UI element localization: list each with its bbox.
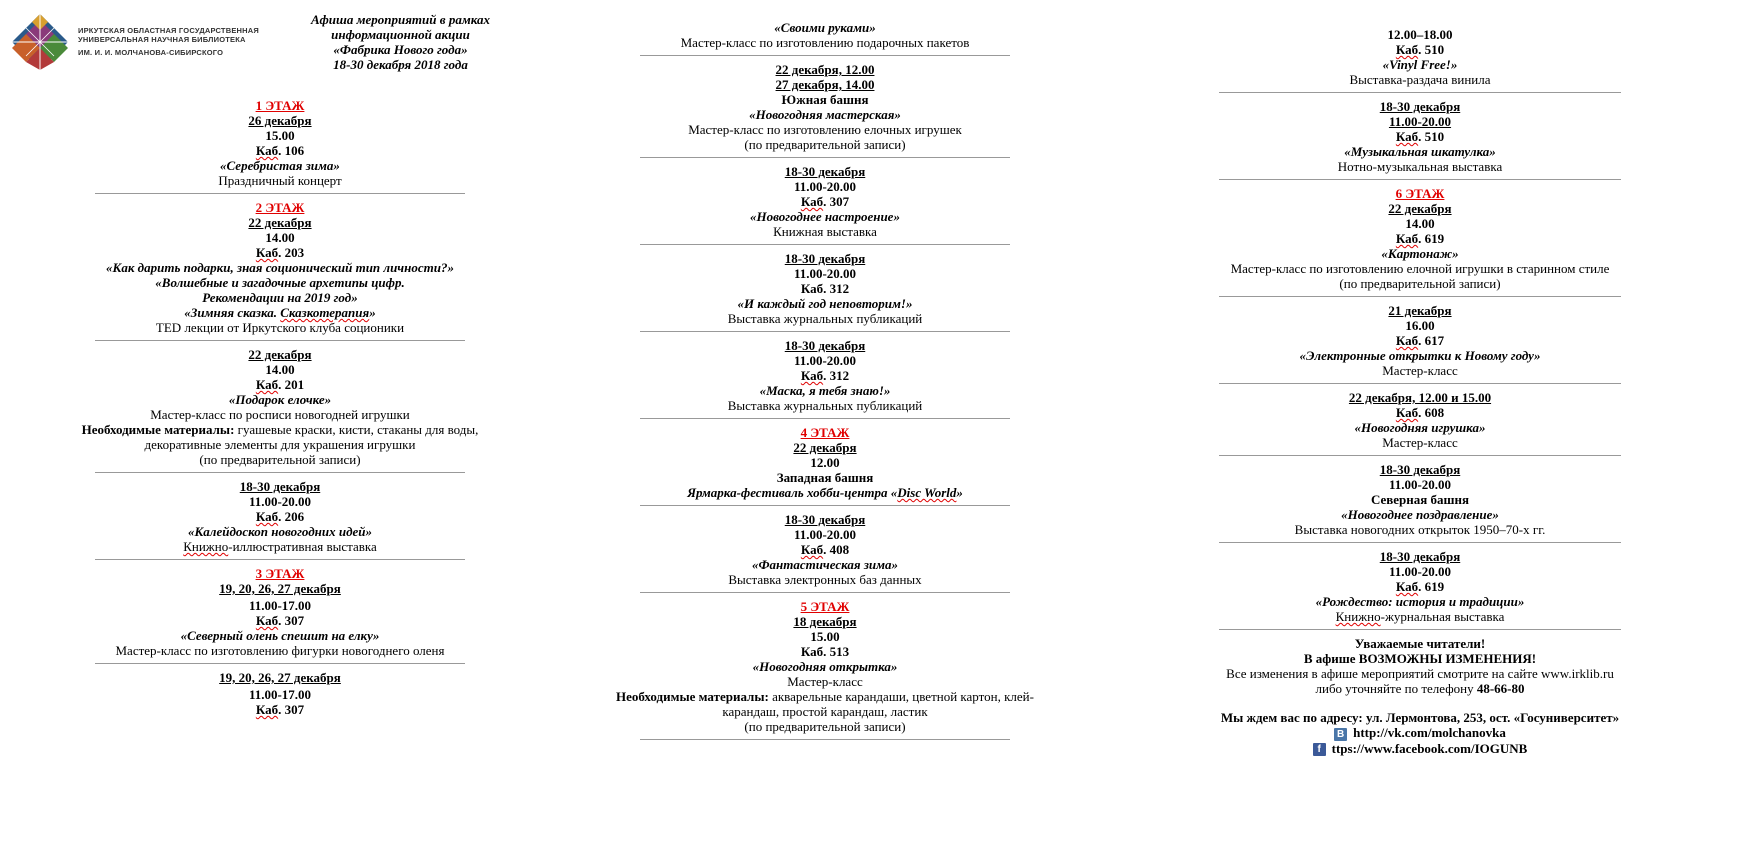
event-block: 18 декабря 15.00 Каб. 513 «Новогодняя открытка» Мастер-класс Необходимые материалы: акварельные карандаши, цветной картон, клей- карандаш, простой карандаш, ластик (по предварительной записи) [616,614,1034,734]
event-block: «Своими руками» Мастер-класс по изготовлению подарочных пакетов [680,20,970,50]
event-block: 22 декабря 14.00 Каб. 201 «Подарок елочке» Мастер-класс по росписи новогодней игрушки Необходимые материалы: гуашевые краски, кисти, стаканы для воды, декоративные элементы для украшения игрушки (по предварительной записи) [81,347,479,467]
notice-block: Уважаемые читатели! В афише ВОЗМОЖНЫ ИЗМЕНЕНИЯ! Все изменения в афише мероприятий смотрите на сайте www.irklib.ru либо уточняйте по телефону 48-66-80 Мы ждем вас по адресу: ул. Лермонтова, 253, ост. «Госуниверситет» В http://vk.com/molchanovka f ttps://www.facebook.com/IOGUNB [1170,636,1670,756]
divider [640,331,1010,332]
page-header [10,12,500,77]
event-block: 19, 20, 26, 27 декабря 11.00-17.00 Каб. 307 [219,670,341,717]
event-block: 26 декабря 15.00 Каб. 106 «Серебристая зима» Праздничный концерт [218,113,342,188]
event-block: 12.00–18.00 Каб. 510 «Vinyl Free!» Выставка-раздача винила [1349,27,1491,87]
facebook-link-row[interactable] [1170,741,1670,757]
floor-heading-6: 6 ЭТАЖ [1395,186,1445,201]
event-block: 22 декабря 14.00 Каб. 619 «Картонаж» Мастер-класс по изготовлению елочной игрушки в старинном стиле (по предварительной записи) [1230,201,1610,291]
event-block: 18-30 декабря 11.00-20.00 Каб. 619 «Рождество: история и традиции» Книжно-журнальная выставка [1315,549,1525,624]
facebook-icon: f [1313,743,1326,756]
floor-heading-2: 2 ЭТАЖ [255,200,305,215]
floor-heading-5: 5 ЭТАЖ [800,599,850,614]
vk-link-row[interactable] [1170,725,1670,741]
event-block: 18-30 декабря 11.00-20.00 Каб. 408 «Фантастическая зима» Выставка электронных баз данных [728,512,922,587]
divider [1219,542,1621,543]
event-block: 18-30 декабря 11.00-20.00 Каб. 510 «Музыкальная шкатулка» Нотно-музыкальная выставка [1337,99,1503,174]
divider [640,55,1010,56]
event-block: 18-30 декабря 11.00-20.00 Северная башня «Новогоднее поздравление» Выставка новогодних открыток 1950–70-х гг. [1294,462,1546,537]
event-block: 22 декабря 14.00 Каб. 203 «Как дарить подарки, зная соционический тип личности?» «Волшебные и загадочные архетипы цифр. Рекомендации на 2019 год» «Зимняя сказка. Сказкотерапия» TED лекции от Иркутского клуба соционики [106,215,454,335]
event-block: 22 декабря, 12.00 и 15.00 Каб. 608 «Новогодняя игрушка» Мастер-класс [1348,390,1492,450]
divider [95,193,465,194]
event-block: 19, 20, 26, 27 декабря 11.00-17.00 Каб. 307 «Северный олень спешит на елку» Мастер-класс по изготовлению фигурки новогоднего оленя [115,581,445,658]
divider [95,559,465,560]
divider [1219,383,1621,384]
library-logo-icon [10,12,70,72]
poster-title: Афиша мероприятий в рамках информационной акции «Фабрика Нового года» 18-30 декабря 2018 года [311,12,490,72]
library-name: ИРКУТСКАЯ ОБЛАСТНАЯ ГОСУДАРСТВЕННАЯ УНИВЕРСАЛЬНАЯ НАУЧНАЯ БИБЛИОТЕКА ИМ. И. И. МОЛЧАНОВА-СИБИРСКОГО [78,26,259,57]
floor-heading-3: 3 ЭТАЖ [255,566,305,581]
event-block: 18-30 декабря 11.00-20.00 Каб. 312 «И каждый год неповторим!» Выставка журнальных публикаций [727,251,923,326]
event-block: 21 декабря 16.00 Каб. 617 «Электронные открытки к Новому году» Мастер-класс [1299,303,1541,378]
divider [640,244,1010,245]
facebook-link[interactable]: ttps://www.facebook.com/IOGUNB [1331,740,1528,756]
column-1 [45,98,515,717]
event-block: 18-30 декабря 11.00-20.00 Каб. 206 «Калейдоскоп новогодних идей» Книжно-иллюстративная выставка [183,479,377,554]
floor-heading-1: 1 ЭТАЖ [255,98,305,113]
divider [95,340,465,341]
event-block: 22 декабря 12.00 Западная башня Ярмарка-фестиваль хобби-центра «Disc World» [687,440,963,500]
divider [1219,629,1621,630]
event-block: 22 декабря, 12.00 27 декабря, 14.00 Южная башня «Новогодняя мастерская» Мастер-класс по изготовлению елочных игрушек (по предварительной записи) [688,62,962,152]
event-block: 18-30 декабря 11.00-20.00 Каб. 307 «Новогоднее настроение» Книжная выставка [750,164,900,239]
divider [1219,92,1621,93]
divider [1219,296,1621,297]
divider [640,505,1010,506]
vk-icon: В [1334,728,1347,741]
event-block: 18-30 декабря 11.00-20.00 Каб. 312 «Маска, я тебя знаю!» Выставка журнальных публикаций [727,338,923,413]
divider [640,592,1010,593]
divider [95,663,465,664]
divider [95,472,465,473]
divider [640,739,1010,740]
floor-heading-4: 4 ЭТАЖ [800,425,850,440]
divider [640,157,1010,158]
divider [1219,179,1621,180]
divider [640,418,1010,419]
divider [1219,455,1621,456]
vk-link[interactable]: http://vk.com/molchanovka [1353,725,1506,740]
column-3 [1170,27,1670,756]
column-2 [560,20,1090,746]
